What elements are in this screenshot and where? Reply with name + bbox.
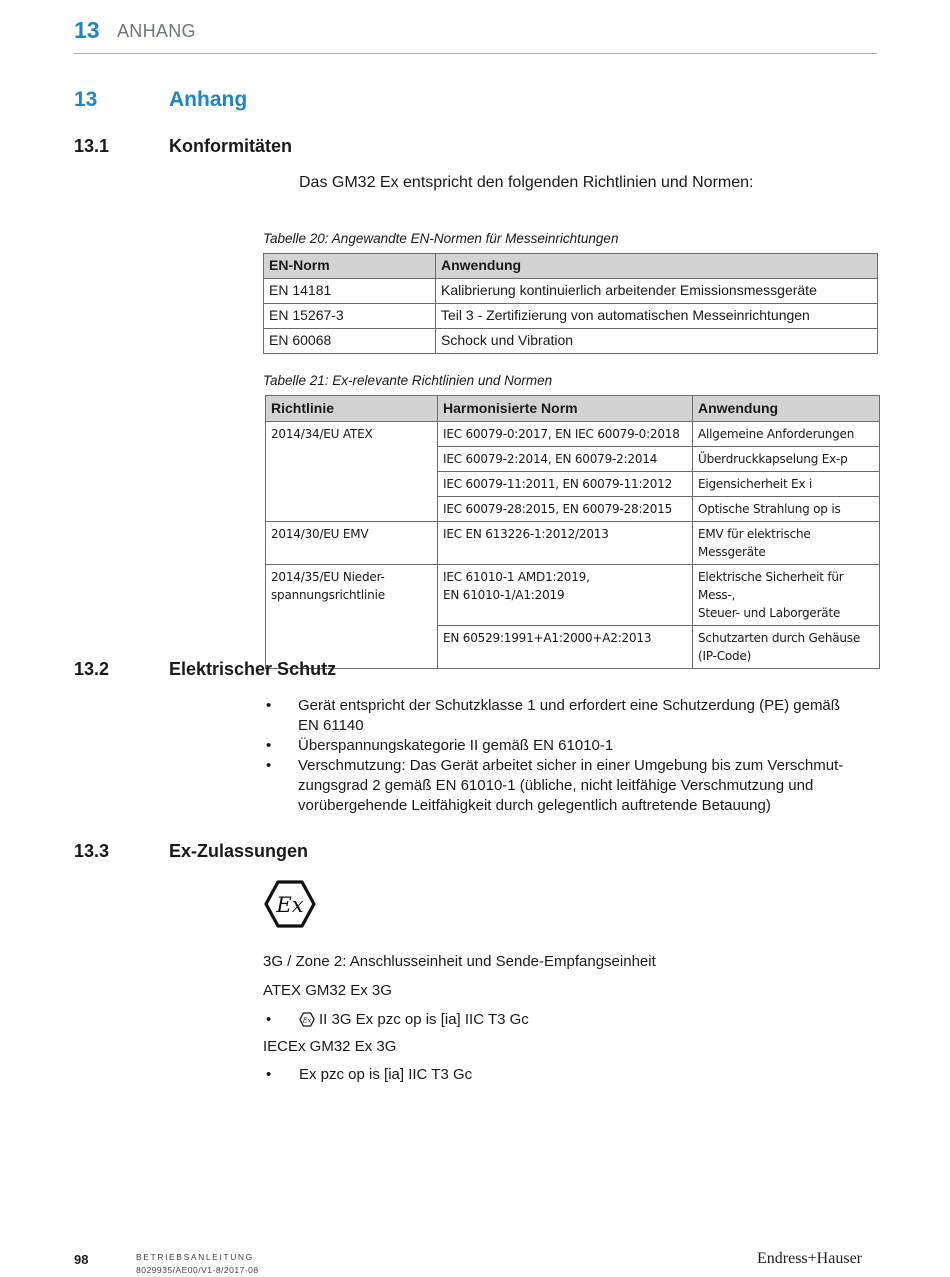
table-cell: Kalibrierung kontinuierlich arbeitender Emissionsmessgeräte [436, 279, 878, 304]
cell-line: Steuer- und Laborgeräte [698, 606, 841, 620]
table-header-cell: Anwendung [693, 396, 880, 422]
section-13-1-title: Konformitäten [169, 136, 292, 156]
conformity-intro: Das GM32 Ex entspricht den folgenden Richtlinien und Normen: [299, 174, 754, 191]
list-item [263, 696, 843, 736]
list-item-line: Verschmutzung: Das Gerät arbeitet sicher in einer Umgebung bis zum Verschmut- [298, 757, 844, 774]
table-en-norms [263, 253, 878, 354]
directive-emv: 2014/30/EU EMV [266, 522, 438, 565]
ex-hexagon-icon [264, 880, 316, 928]
list-item [263, 756, 843, 816]
iecex-marking: Ex pzc op is [ia] IIC T3 Gc [299, 1066, 473, 1083]
table-cell: IEC 60079-2:2014, EN 60079-2:2014 [438, 447, 693, 472]
table-header-cell: Harmonisierte Norm [438, 396, 693, 422]
bullet-icon: • [266, 697, 272, 714]
footer-doc-type: BETRIEBSANLEITUNG [136, 1252, 254, 1262]
list-item-line: Überspannungskategorie II gemäß EN 61010-1 [298, 737, 614, 754]
atex-marking: II 3G Ex pzc op is [ia] IIC T3 Gc [319, 1011, 529, 1028]
directive-lvd-line: spannungsrichtlinie [271, 588, 385, 602]
list-item-line: Gerät entspricht der Schutzklasse 1 und erfordert eine Schutzerdung (PE) gemäß [298, 697, 840, 714]
directive-lvd [266, 565, 438, 669]
list-item-line: vorübergehende Leitfähigkeit durch gelegentlich auftretende Betauung) [298, 797, 771, 814]
section-13-3-number: 13.3 [74, 841, 110, 861]
table-cell: Allgemeine Anforderungen [693, 422, 880, 447]
cell-line: (IP-Code) [698, 649, 752, 663]
table-cell: Teil 3 - Zertifizierung von automatischen Messeinrichtungen [436, 304, 878, 329]
table-header-row [266, 396, 880, 422]
section-13-3-title: Ex-Zulassungen [169, 841, 309, 861]
table21-caption: Tabelle 21: Ex-relevante Richtlinien und Normen [263, 373, 553, 388]
table-header-row [264, 254, 878, 279]
zone-text: 3G / Zone 2: Anschlusseinheit und Sende-Empfangseinheit [263, 953, 656, 970]
running-header-title: ANHANG [117, 21, 196, 41]
ex-mark-small-text: Ex [302, 1016, 312, 1025]
table-row [264, 304, 878, 329]
section-13-1-number: 13.1 [74, 136, 110, 156]
electrical-protection-list [263, 696, 843, 816]
cell-line: IEC 61010-1 AMD1:2019, [443, 570, 590, 584]
table-cell: EN 14181 [264, 279, 436, 304]
ex-logo-text: Ex [276, 893, 304, 917]
cell-line: Elektrische Sicherheit für Mess-, [698, 570, 844, 602]
iecex-label: IECEx GM32 Ex 3G [263, 1038, 397, 1055]
directive-atex: 2014/34/EU ATEX [266, 422, 438, 522]
atex-label: ATEX GM32 Ex 3G [263, 982, 392, 999]
section-13-2-number: 13.2 [74, 659, 110, 679]
table-row [266, 522, 880, 565]
table-row [264, 279, 878, 304]
ex-mark-small-icon [299, 1012, 315, 1027]
table-cell [438, 565, 693, 626]
table-header-cell: Anwendung [436, 254, 878, 279]
footer-doc-id: 8029935/AE00/V1-8/2017-08 [136, 1265, 259, 1275]
table-row [264, 329, 878, 354]
table-cell [693, 626, 880, 669]
directive-lvd-line: 2014/35/EU Nieder- [271, 570, 385, 584]
table-cell: EN 60068 [264, 329, 436, 354]
table-row [266, 565, 880, 626]
table-ex-directives [265, 395, 880, 669]
bullet-icon: • [266, 1011, 272, 1028]
list-item-line: EN 61140 [298, 717, 364, 734]
running-header-number: 13 [74, 17, 100, 43]
table-cell: EMV für elektrische Messgeräte [693, 522, 880, 565]
cell-line: EN 61010-1/A1:2019 [443, 588, 565, 602]
table-cell: Schock und Vibration [436, 329, 878, 354]
table-cell: Optische Strahlung op is [693, 497, 880, 522]
chapter-title: Anhang [169, 88, 248, 111]
running-header [74, 14, 877, 54]
table-cell: EN 15267-3 [264, 304, 436, 329]
bullet-icon: • [266, 737, 272, 754]
list-item [263, 736, 843, 756]
bullet-icon: • [266, 757, 272, 774]
table-cell: IEC 60079-11:2011, EN 60079-11:2012 [438, 472, 693, 497]
chapter-number: 13 [74, 88, 98, 111]
table-header-cell: EN-Norm [264, 254, 436, 279]
table20-caption: Tabelle 20: Angewandte EN-Normen für Messeinrichtungen [263, 231, 619, 246]
section-13-2-title: Elektrischer Schutz [169, 659, 337, 679]
table-cell: Eigensicherheit Ex i [693, 472, 880, 497]
table-cell: EN 60529:1991+A1:2000+A2:2013 [438, 626, 693, 669]
table-cell: IEC 60079-0:2017, EN IEC 60079-0:2018 [438, 422, 693, 447]
list-item-line: zungsgrad 2 gemäß EN 61010-1 (übliche, nicht leitfähige Verschmutzung und [298, 777, 814, 794]
table-header-cell: Richtlinie [266, 396, 438, 422]
table-row [266, 422, 880, 447]
brand-logo: Endress+Hauser [757, 1250, 862, 1267]
bullet-icon: • [266, 1066, 272, 1083]
cell-line: Schutzarten durch Gehäuse [698, 631, 861, 645]
page-number: 98 [74, 1252, 89, 1267]
table-cell: IEC EN 613226-1:2012/2013 [438, 522, 693, 565]
table-cell: Überdruckkapselung Ex-p [693, 447, 880, 472]
table-cell: IEC 60079-28:2015, EN 60079-28:2015 [438, 497, 693, 522]
table-cell [693, 565, 880, 626]
